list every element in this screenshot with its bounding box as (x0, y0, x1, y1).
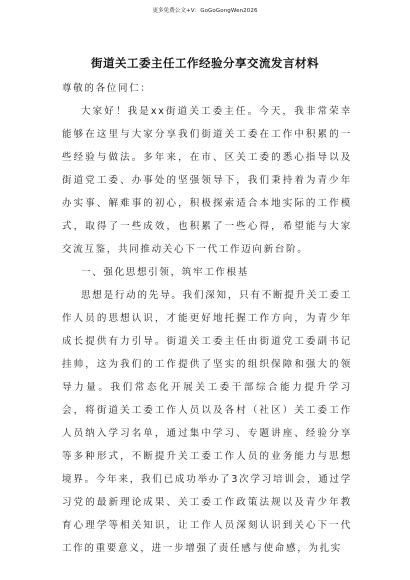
paragraph-intro: 大家好！我是xx街道关工委主任。今天，我非常荣幸能够在这里与大家分享我们街道关工委在工作中积累的一些经验与做法。多年来，在市、区关工委的悉心指导以及街道党工委、办事处的坚强领导下，我们秉持着为青少年办实事、解难事的初心，积极探索适合本地实际的工作模式，取得了一些成效，也积累了一些心得，希望能与大家交流互鉴，共同推动关心下一代工作迈向新台阶。 (62, 106, 352, 255)
header-note: 更多免费公文+V：GoGoGongWen2026 (152, 8, 258, 14)
salutation: 尊敬的各位同仁： (62, 83, 152, 94)
document-title: 街道关工委主任工作经验分享交流发言材料 (91, 56, 319, 70)
paragraph-section-one: 思想是行动的先导。我们深知，只有不断提升关工委工作人员的思想认识，才能更好地托握工作方向，为青少年成长提供有力引导。街道关工委主任由街道党工委副书记挂帅，这为我们的工作提供了坚实的组织保障和强大的领导力量。我们常态化开展关工委干部综合能力提升学习会，将街道关工委工作人员以及各村（社区）关工委工作人员纳入学习名单，通过集中学习、专题讲座、经验分享等多种形式，不断提升关工委工作人员的业务能力与思想境界。今年来，我们已成功举办了3次学习培训会，通过学习党的最新理论成果、关工委工作政策法规以及青少年教育心理学等相关知识，让工作人员深刻认识到关心下一代工作的重要意义，进一步增强了责任感与使命感，为扎实 (62, 290, 352, 554)
section-heading: 一、强化思想引领，筑牢工作根基 (81, 267, 250, 278)
document-body (62, 77, 352, 560)
